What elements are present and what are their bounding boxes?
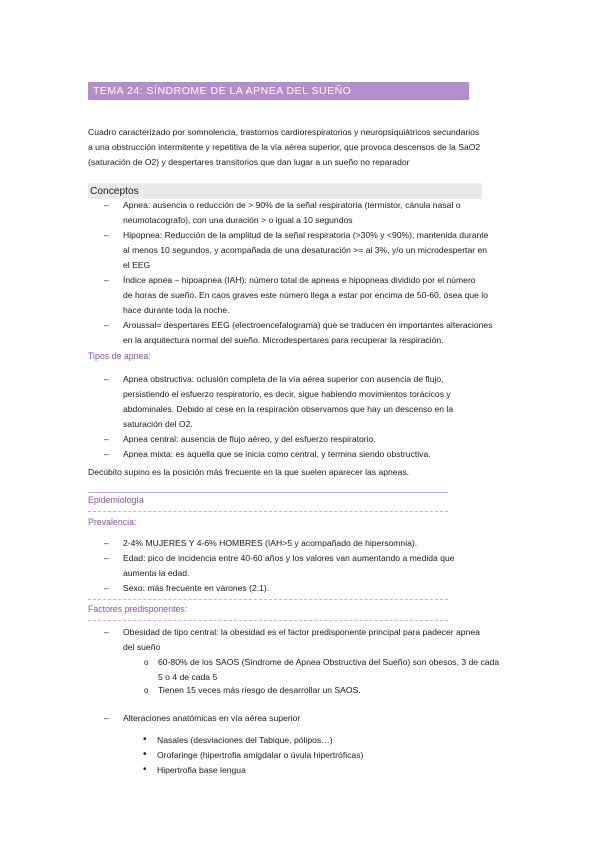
sub-item-line: Hipertrofia base lengua <box>157 765 246 775</box>
obesity-sub-item <box>144 683 528 698</box>
list-item <box>104 198 523 228</box>
section-divider <box>88 620 448 621</box>
list-item-line: Apnea: ausencia o reducción de > 90% de la señal respiratoria (termistor, cánula nasal o <box>123 200 461 210</box>
dash-marker: – <box>104 230 109 240</box>
dash-marker: – <box>104 553 109 563</box>
prevalence-heading: Prevalencia: <box>88 517 137 527</box>
sub-item-line: 5 o 4 de cada 5 <box>158 672 218 682</box>
list-item-line: Alteraciones anatómicas en vía aérea superior <box>123 713 301 723</box>
factors-list <box>104 625 523 655</box>
circle-marker: o <box>144 686 149 695</box>
dash-marker: – <box>104 713 109 723</box>
intro-line: (saturación de O2) y despertares transitorios que dan lugar a un sueño no reparador <box>88 157 410 167</box>
sub-item-line: Orofaringe (hipertrofia amigdalar o úvula hipertróficas) <box>157 750 364 760</box>
list-item-line: aumenta la edad. <box>123 568 190 578</box>
bullet-marker: • <box>143 734 147 745</box>
dash-marker: – <box>104 538 109 548</box>
list-item-line: del sueño <box>123 642 161 652</box>
list-item-line: Sexo: más frecuente en varones (2:1). <box>123 583 270 593</box>
dash-marker: – <box>104 374 109 384</box>
anatomy-sub-item <box>143 763 517 778</box>
concepts-list <box>104 198 523 348</box>
list-item-line: neumotacografo), con una duración > o igual a 10 segundos <box>123 215 353 225</box>
dash-marker: – <box>104 275 109 285</box>
circle-marker: o <box>144 658 149 667</box>
list-item <box>104 228 523 273</box>
dash-marker: – <box>104 320 109 330</box>
list-item-line: saturación del O2. <box>123 419 193 429</box>
dash-marker: – <box>104 583 109 593</box>
list-item-line: el EEG <box>123 260 151 270</box>
list-item-line: hace durante toda la noche. <box>123 305 230 315</box>
intro-paragraph <box>88 125 528 170</box>
dash-marker: – <box>104 627 109 637</box>
section-divider <box>88 511 448 512</box>
dash-marker: – <box>104 434 109 444</box>
list-item <box>104 447 523 462</box>
list-item-line: en la arquitectura normal del sueño. Microdespertares para recuperar la respiración. <box>123 335 444 345</box>
apnea-note: Decúbito supino es la posición más frecuente en la que suelen aparecer las apneas. <box>88 467 410 477</box>
sub-item-line: Nasales (desviaciones del Tabique, pólipos…) <box>157 735 333 745</box>
list-item-line: de horas de sueño. En caos graves este número llega a estar por encima de 50-60, ósea que lo <box>123 290 488 300</box>
list-item <box>104 432 523 447</box>
list-item-line: Apnea mixta: es aquella que se inicia como central, y termina siendo obstructiva. <box>123 449 431 459</box>
list-item <box>104 372 523 432</box>
list-item <box>104 711 523 726</box>
bullet-marker: • <box>143 764 147 775</box>
sub-item-line: 60-80% de los SAOS (Síndrome de Apnea Obstructiva del Sueño) son obesos, 3 de cada <box>158 657 500 667</box>
section-divider <box>88 599 448 600</box>
factors-heading: Factores predisponentes: <box>88 604 188 614</box>
list-item-line: Índice apnea – hipoapnea (IAH): número total de apneas e hipopneas dividido por el número <box>123 275 476 285</box>
prevalence-list <box>104 536 523 596</box>
dash-marker: – <box>104 200 109 210</box>
apnea-types-list <box>104 372 523 462</box>
sub-item-line: Tienen 15 veces más riesgo de desarrollar un SAOS. <box>158 685 361 695</box>
list-item <box>104 273 523 318</box>
anatomy-sub-item <box>143 748 517 763</box>
list-item-line: persistiendo el esfuerzo respiratorio, es decir, sigue habiendo movimientos torácicos y <box>123 389 451 399</box>
intro-line: Cuadro caracterizado por somnolencia, trastornos cardiorespiratorios y neuropsiquiátricos secundarios <box>88 127 480 137</box>
list-item-line: 2-4% MUJERES Y 4-6% HOMBRES (IAH>5 y acompañado de hipersomnia). <box>123 538 418 548</box>
anatomy-sub-item <box>143 733 517 748</box>
epidemiology-heading: Epidemiología <box>88 495 144 505</box>
factors-list-anatomy <box>104 711 523 726</box>
bullet-marker: • <box>143 749 147 760</box>
list-item <box>104 551 523 581</box>
apnea-types-heading: Tipos de apnea: <box>88 351 151 361</box>
list-item-line: Aroussal= despertares EEG (electroencefalograma) que se traducen en importantes alteraciones <box>123 320 493 330</box>
list-item-line: Obesidad de tipo central: la obesidad es el factor predisponente principal para padecer apnea <box>123 627 480 637</box>
list-item-line: al menos 10 segundos, y acompañada de una desaturación >= al 3%, y/o un microdespertar en <box>123 245 488 255</box>
obesity-sub-item <box>144 655 528 685</box>
list-item <box>104 318 523 348</box>
list-item-line: abdominales. Debido al cese en la respiración observamos que hay un descenso en la <box>123 404 454 414</box>
list-item-line: Hipopnea: Reducción de la amplitud de la señal respiratoria (>30% y <90%), mantenida durante <box>123 230 489 240</box>
list-item <box>104 536 523 551</box>
page-title: TEMA 24: SÍNDROME DE LA APNEA DEL SUEÑO <box>88 82 469 100</box>
dash-marker: – <box>104 449 109 459</box>
list-item <box>104 581 523 596</box>
list-item-line: Apnea central: ausencia de flujo aéreo, y del esfuerzo respiratorio. <box>123 434 376 444</box>
list-item <box>104 625 523 655</box>
concepts-heading: Conceptos <box>88 183 482 199</box>
list-item-line: Apnea obstructiva: oclusión completa de la vía aérea superior con ausencia de flujo, <box>123 374 444 384</box>
intro-line: a una obstrucción intermitente y repetitiva de la vía aérea superior, que provoca descensos de la SaO2 <box>88 142 481 152</box>
list-item-line: Edad: pico de incidencia entre 40-60 años y los valores van aumentando a medida que <box>123 553 455 563</box>
